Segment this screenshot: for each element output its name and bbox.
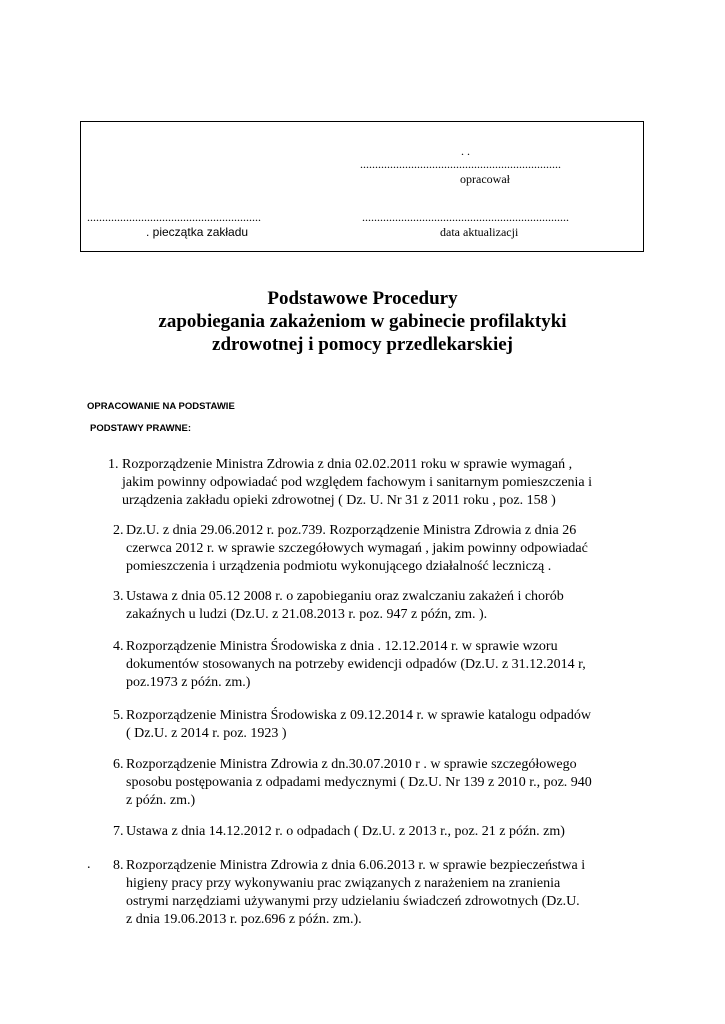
title-line-3: zdrowotnej i pomocy przedlekarskiej (212, 334, 513, 355)
basis-label: OPRACOWANIE NA PODSTAWIE (87, 401, 235, 412)
document-title (0, 287, 725, 356)
item-line: poz.1973 z późn. zm.) (126, 675, 251, 690)
stamp-line: .......................................................... (87, 210, 261, 224)
item-line: Ustawa z dnia 14.12.2012 r. o odpadach ( Dz.U. z 2013 r., poz. 21 z późn. zm) (126, 824, 565, 839)
item-number: 1. (108, 457, 119, 472)
signature-line: ................................................................... (360, 157, 561, 171)
title-line-2: zapobiegania zakażeniom w gabinecie profilaktyki (158, 311, 567, 332)
item-line: Dz.U. z dnia 29.06.2012 r. poz.739. Rozporządzenie Ministra Zdrowia z dnia 26 (126, 523, 577, 538)
dots-mark: . . (461, 144, 470, 158)
item-line: urządzenia zakładu opieki zdrowotnej ( Dz. U. Nr 31 z 2011 roku , poz. 158 ) (122, 493, 556, 508)
item-number: 8. (113, 858, 124, 873)
item-line: czerwca 2012 r. w sprawie szczegółowych wymagań , jakim powinny odpowiadać (126, 541, 588, 556)
title-line-1: Podstawowe Procedury (267, 288, 458, 309)
item-line: Rozporządzenie Ministra Zdrowia z dnia 02.02.2011 roku w sprawie wymagań , (122, 457, 573, 472)
signature-caption: opracował (460, 172, 510, 186)
item-number: 4. (113, 639, 124, 654)
legal-basis-label: PODSTAWY PRAWNE: (90, 423, 191, 434)
item-line: Rozporządzenie Ministra Zdrowia z dnia 6.06.2013 r. w sprawie bezpieczeństwa i (126, 858, 586, 873)
item-line: zakaźnych u ludzi (Dz.U. z 21.08.2013 r. poz. 947 z późn, zm. ). (126, 607, 488, 622)
item-line: pomieszczenia i urządzenia podmiotu wykonującego działalność leczniczą . (126, 559, 552, 574)
date-caption: data aktualizacji (440, 225, 519, 239)
margin-dot: . (87, 857, 91, 872)
item-line: sposobu postępowania z odpadami medycznymi ( Dz.U. Nr 139 z 2010 r., poz. 940 (126, 775, 592, 790)
item-line: Rozporządzenie Ministra Środowiska z dnia . 12.12.2014 r. w sprawie wzoru (126, 639, 558, 654)
item-number: 6. (113, 757, 124, 772)
item-number: 2. (113, 523, 124, 538)
item-line: Rozporządzenie Ministra Środowiska z 09.12.2014 r. w sprawie katalogu odpadów (126, 708, 592, 723)
item-line: z późn. zm.) (126, 793, 196, 808)
item-line: dokumentów stosowanych na potrzeby ewidencji odpadów (Dz.U. z 31.12.2014 r, (126, 657, 586, 672)
item-line: Ustawa z dnia 05.12 2008 r. o zapobieganiu oraz zwalczaniu zakażeń i chorób (126, 589, 564, 604)
item-line: ostrymi narzędziami używanymi przy udzielaniu świadczeń zdrowotnych (Dz.U. (126, 894, 580, 909)
item-number: 3. (113, 589, 124, 604)
item-line: jakim powinny odpowiadać pod względem fachowym i sanitarnym pomieszczenia i (122, 475, 593, 490)
item-number: 5. (113, 708, 124, 723)
date-line: ..................................................................... (362, 210, 569, 224)
header-box (80, 121, 644, 252)
stamp-caption: . pieczątka zakładu (146, 225, 249, 239)
item-line: higieny pracy przy wykonywaniu prac związanych z narażeniem na zranienia (126, 876, 561, 891)
item-line: z dnia 19.06.2013 r. poz.696 z późn. zm.). (126, 912, 362, 927)
item-number: 7. (113, 824, 124, 839)
item-line: ( Dz.U. z 2014 r. poz. 1923 ) (126, 726, 287, 741)
item-line: Rozporządzenie Ministra Zdrowia z dn.30.07.2010 r . w sprawie szczegółowego (126, 757, 577, 772)
